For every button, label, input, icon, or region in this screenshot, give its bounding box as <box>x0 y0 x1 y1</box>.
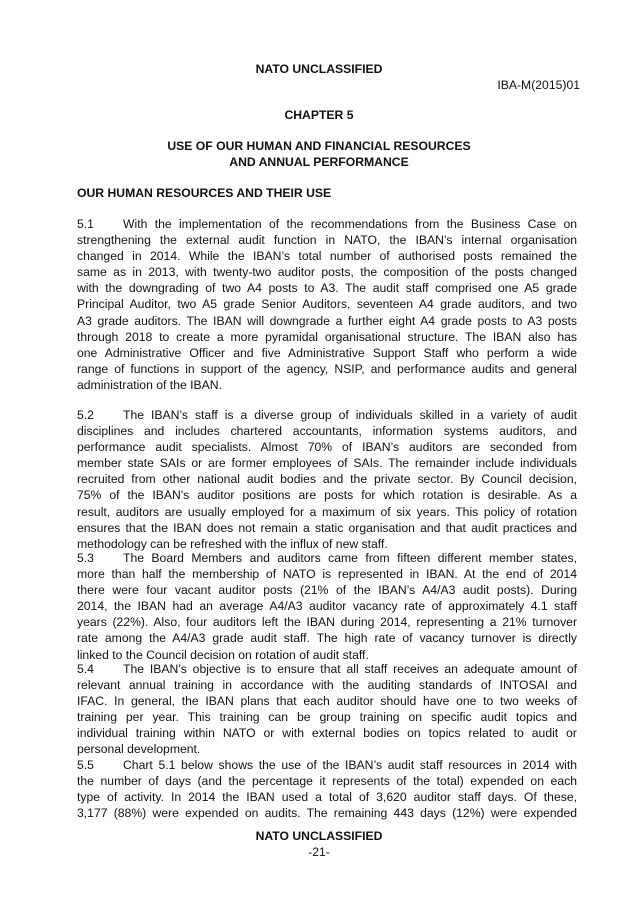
paragraph-line: administration of the IBAN. <box>77 377 222 392</box>
paragraph-line: through 2018 to create a more pyramidal organisational structure. The IBAN also has <box>77 329 577 344</box>
paragraph-line: disciplines and includes chartered accountants, information systems auditors, and <box>77 424 577 439</box>
paragraph-line: ensures that the IBAN does not remain a static organisation and that audit practices and <box>77 520 577 535</box>
paragraph-line: individual training within NATO or with external bodies on topics related to audit or <box>77 726 577 741</box>
paragraph-line: recruited from other national audit bodies and the private sector. By Council decision, <box>77 472 577 487</box>
paragraph-5-1 <box>77 216 577 393</box>
paragraph-number: 5.4 <box>77 662 94 676</box>
paragraph-5-2 <box>77 407 577 552</box>
header-classification: NATO UNCLASSIFIED <box>255 62 383 76</box>
chapter-number: CHAPTER 5 <box>284 108 354 122</box>
paragraph-line: 75% of the IBAN's auditor positions are posts for which rotation is desirable. As a <box>77 488 577 503</box>
paragraph-line: 5.2 The IBAN’s staff is a diverse group of individuals skilled in a variety of audit <box>77 408 577 422</box>
paragraph-line: changed in 2014. While the IBAN’s total number of authorised posts remained the <box>77 249 577 264</box>
paragraph-line: more than half the membership of NATO is represented in IBAN. At the end of 2014 <box>77 567 577 582</box>
paragraph-number: 5.5 <box>77 758 94 772</box>
chapter-title-line1: USE OF OUR HUMAN AND FINANCIAL RESOURCES <box>167 139 471 153</box>
paragraph-line: A3 grade auditors. The IBAN will downgrade a further eight A4 grade posts to A3 posts <box>77 313 577 328</box>
paragraph-line: strengthening the external audit function in NATO, the IBAN’s internal organisation <box>77 233 577 248</box>
paragraph-line: methodology can be refreshed with the influx of new staff. <box>77 536 388 551</box>
paragraph-line: type of activity. In 2014 the IBAN used a total of 3,620 auditor staff days. Of these, <box>77 790 577 805</box>
paragraph-line: personal development. <box>77 742 201 757</box>
paragraph-line: Principal Auditor, two A5 grade Senior Auditors, seventeen A4 grade auditors, and two <box>77 297 577 312</box>
paragraph-line: range of functions in support of the agency, NSIP, and performance audits and general <box>77 361 577 376</box>
paragraph-line: member state SAIs or are former employees of SAIs. The remainder include individuals <box>77 456 577 471</box>
paragraph-line: one Administrative Officer and five Administrative Support Staff who perform a wide <box>77 345 577 360</box>
paragraph-5-3 <box>77 550 577 663</box>
paragraph-line: rate among the A4/A3 grade audit staff. The high rate of vacancy turnover is directly <box>77 631 577 646</box>
footer-classification: NATO UNCLASSIFIED <box>255 829 383 843</box>
paragraph-5-5 <box>77 757 577 821</box>
paragraph-line: the number of days (and the percentage it represents of the total) expended on each <box>77 774 577 789</box>
chapter-title-line2: AND ANNUAL PERFORMANCE <box>229 155 409 169</box>
paragraph-line: 3,177 (88%) were expended on audits. The remaining 443 days (12%) were expended <box>77 806 577 821</box>
paragraph-line: 5.3 The Board Members and auditors came from fifteen different member states, <box>77 551 577 565</box>
paragraph-line: relevant annual training in accordance with the auditing standards of INTOSAI and <box>77 678 577 693</box>
paragraph-line: performance audit specialists. Almost 70% of IBAN’s auditors are seconded from <box>77 440 577 455</box>
page-number: -21- <box>308 845 330 859</box>
paragraph-line: 5.5 Chart 5.1 below shows the use of the IBAN’s audit staff resources in 2014 with <box>77 758 577 772</box>
paragraph-number: 5.3 <box>77 551 94 565</box>
paragraph-line: training per year. This training can be group training on specific audit topics and <box>77 710 577 725</box>
paragraph-line: linked to the Council decision on rotation of audit staff. <box>77 647 369 662</box>
paragraph-line: there were four vacant auditor posts (21% of the IBAN’s A4/A3 audit posts). During <box>77 583 577 598</box>
paragraph-line: 5.4 The IBAN’s objective is to ensure that all staff receives an adequate amount of <box>77 662 577 676</box>
paragraph-number: 5.1 <box>77 217 94 231</box>
paragraph-line: 2014, the IBAN had an average A4/A3 auditor vacancy rate of approximately 4.1 staff <box>77 599 577 614</box>
paragraph-line: 5.1 With the implementation of the recommendations from the Business Case on <box>77 217 577 231</box>
document-reference: IBA-M(2015)01 <box>497 78 580 92</box>
paragraph-number: 5.2 <box>77 408 94 422</box>
paragraph-line: result, auditors are usually employed for a maximum of six years. This policy of rotation <box>77 504 577 519</box>
paragraph-line: years (22%). Also, four auditors left the IBAN during 2014, representing a 21% turnover <box>77 615 577 630</box>
paragraph-line: with the downgrading of two A4 posts to A3. The audit staff comprised one A5 grade <box>77 281 577 296</box>
paragraph-line: same as in 2013, with twenty-two auditor posts, the composition of the posts changed <box>77 265 577 280</box>
paragraph-line: IFAC. In general, the IBAN plans that each auditor should have one to two weeks of <box>77 694 577 709</box>
paragraph-5-4 <box>77 661 577 758</box>
section-title: OUR HUMAN RESOURCES AND THEIR USE <box>77 186 332 200</box>
